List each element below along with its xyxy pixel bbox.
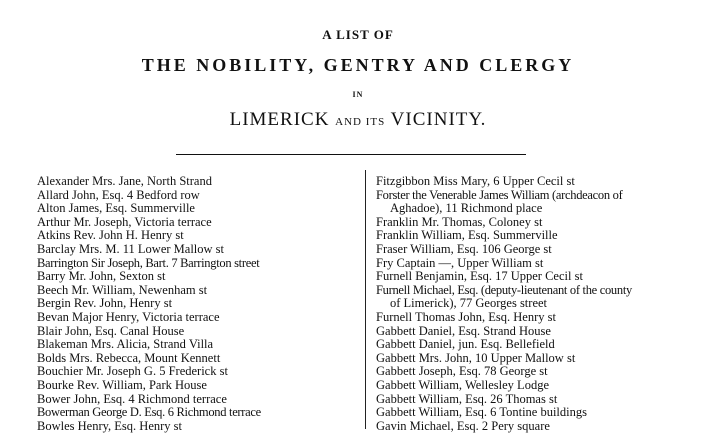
list-entry: Blair John, Esq. Canal House: [37, 323, 185, 338]
heading-limerick: LIMERICK: [229, 109, 336, 130]
list-entry: Forster the Venerable James William (archdeacon of: [376, 187, 623, 202]
list-entry: Bergin Rev. John, Henry st: [37, 296, 173, 311]
list-entry: Allard John, Esq. 4 Bedford row: [37, 187, 200, 202]
list-entry: Gavin Michael, Esq. 2 Pery square: [376, 418, 550, 433]
left-column: [37, 175, 359, 433]
heading-a-list-of: A LIST OF: [322, 27, 394, 42]
list-entry: Fraser William, Esq. 106 George st: [376, 241, 552, 256]
list-entry: Blakeman Mrs. Alicia, Strand Villa: [37, 337, 214, 352]
list-entry: Bolds Mrs. Rebecca, Mount Kennett: [37, 350, 221, 365]
list-entry-continuation: Aghadoe), 11 Richmond place: [390, 201, 543, 216]
list-entry: Barrington Sir Joseph, Bart. 7 Barrington street: [37, 255, 260, 270]
list-entry: Alton James, Esq. Summerville: [37, 201, 195, 216]
list-entry: Alexander Mrs. Jane, North Strand: [37, 174, 212, 188]
list-entry: Atkins Rev. John H. Henry st: [37, 228, 184, 243]
list-entry: Fitzgibbon Miss Mary, 6 Upper Cecil st: [376, 174, 575, 188]
title-divider: [176, 154, 526, 155]
list-entry: Bevan Major Henry, Victoria terrace: [37, 309, 220, 324]
heading-in: IN: [352, 90, 364, 99]
list-entry: Franklin William, Esq. Summerville: [376, 228, 558, 243]
list-entry: Gabbett Joseph, Esq. 78 George st: [376, 364, 548, 379]
list-entry: Arthur Mr. Joseph, Victoria terrace: [37, 214, 212, 229]
column-divider: [365, 170, 366, 429]
right-column: [376, 175, 714, 433]
list-entry: Fry Captain —, Upper William st: [376, 255, 544, 270]
list-entry: Franklin Mr. Thomas, Coloney st: [376, 214, 543, 229]
list-entry-continuation: of Limerick), 77 Georges street: [390, 296, 548, 311]
list-entry: Bowerman George D. Esq. 6 Richmond terrace: [37, 405, 261, 420]
list-entry: Bourke Rev. William, Park House: [37, 377, 207, 392]
list-entry: Gabbett William, Esq. 6 Tontine buildings: [376, 405, 587, 420]
list-entry: Bouchier Mr. Joseph G. 5 Frederick st: [37, 364, 228, 379]
heading-limerick-vicinity: [0, 109, 716, 131]
list-entry: Furnell Thomas John, Esq. Henry st: [376, 309, 556, 324]
list-entry: Beech Mr. William, Newenham st: [37, 282, 208, 297]
heading-vicinity: VICINITY.: [385, 109, 487, 130]
list-entry: Gabbett Daniel, Esq. Strand House: [376, 323, 551, 338]
list-entry: Barclay Mrs. M. 11 Lower Mallow st: [37, 241, 225, 256]
list-entry: Furnell Michael, Esq. (deputy-lieutenant of the county: [376, 282, 632, 297]
list-entry: Gabbett William, Wellesley Lodge: [376, 377, 549, 392]
heading-nobility-gentry-clergy: THE NOBILITY, GENTRY AND CLERGY: [141, 55, 575, 75]
list-entry: Gabbett William, Esq. 26 Thomas st: [376, 391, 558, 406]
list-entry: Bower John, Esq. 4 Richmond terrace: [37, 391, 227, 406]
heading-and-its: AND ITS: [335, 116, 386, 128]
list-entry: Gabbett Daniel, jun. Esq. Bellefield: [376, 337, 555, 352]
list-entry: Gabbett Mrs. John, 10 Upper Mallow st: [376, 350, 576, 365]
list-entry: Furnell Benjamin, Esq. 17 Upper Cecil st: [376, 269, 583, 284]
list-entry: Barry Mr. John, Sexton st: [37, 269, 166, 284]
list-entry: Bowles Henry, Esq. Henry st: [37, 418, 183, 433]
